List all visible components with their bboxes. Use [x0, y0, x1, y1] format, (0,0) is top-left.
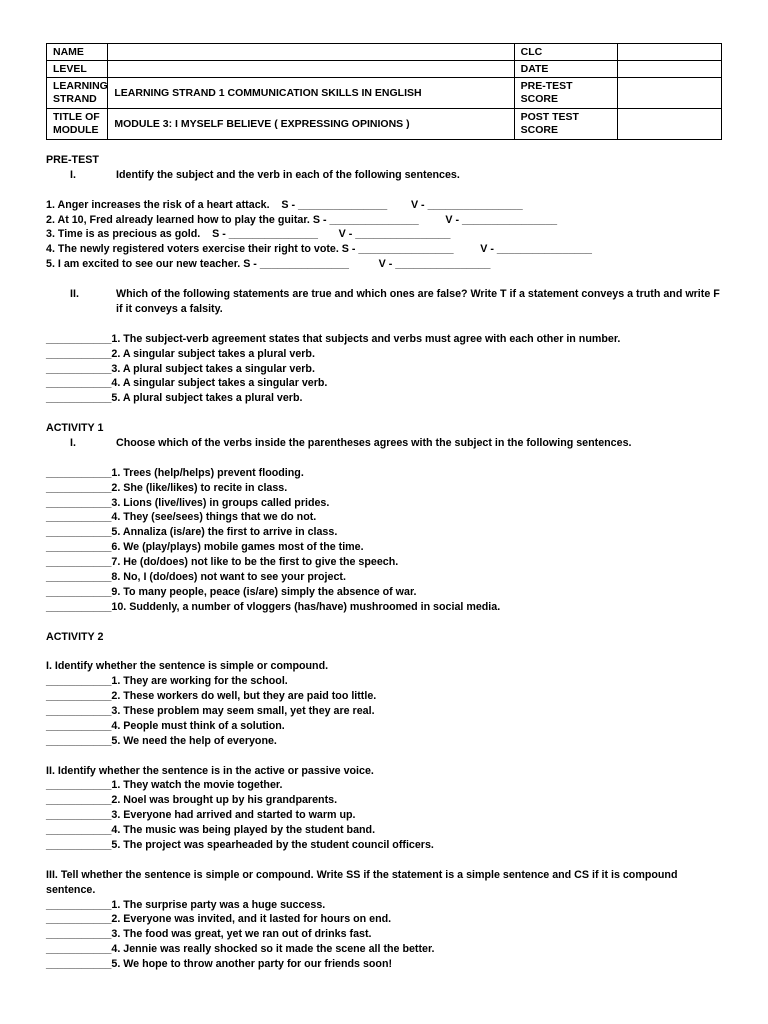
activity2-part1-instruction: I. Identify whether the sentence is simple or compound. [46, 660, 329, 673]
activity1-instruction [46, 436, 726, 451]
pre-test-score-label: PRE-TEST SCORE [514, 78, 618, 109]
title-of-module-value: MODULE 3: I MYSELF BELIEVE ( EXPRESSING OPINIONS ) [108, 109, 514, 140]
name-label: NAME [47, 44, 108, 61]
post-test-score-label: POST TEST SCORE [514, 109, 618, 140]
learning-strand-label: LEARNING STRAND [47, 78, 108, 109]
voice-item: ___________2. Noel was brought up by his grandparents. [46, 794, 338, 807]
sentence-type-item: ___________1. They are working for the school. [46, 675, 288, 688]
simple-compound-item: ___________2. Everyone was invited, and it lasted for hours on end. [46, 913, 392, 926]
true-false-item: ___________1. The subject-verb agreement states that subjects and verbs must agree with each other in number. [46, 332, 621, 345]
verb-item: ___________8. No, I (do/does) not want to see your project. [46, 571, 346, 583]
simple-compound-item: ___________3. The food was great, yet we ran out of drinks fast. [46, 928, 372, 941]
date-label: DATE [514, 61, 618, 78]
true-false-item: ___________2. A singular subject takes a plural verb. [46, 347, 315, 360]
sentence-type-item: ___________3. These problem may seem small, yet they are real. [46, 705, 375, 718]
verb-item: ___________7. He (do/does) not like to be the first to give the speech. [46, 556, 399, 569]
activity2-part2-instruction: II. Identify whether the sentence is in the active or passive voice. [46, 764, 374, 777]
activity1-heading: ACTIVITY 1 [46, 422, 104, 435]
activity2-heading: ACTIVITY 2 [46, 630, 104, 643]
pretest-item: 2. At 10, Fred already learned how to play the guitar. S - _______________ V - ________________ [46, 213, 558, 226]
simple-compound-item: ___________4. Jennie was really shocked so it made the scene all the better. [46, 943, 435, 956]
activity2-part3-instruction: III. Tell whether the sentence is simple or compound. Write SS if the statement is a simple sentence and CS if it is compound [46, 868, 678, 881]
verb-item: ___________6. We (play/plays) mobile games most of the time. [46, 541, 364, 554]
verb-item: ___________5. Annaliza (is/are) the first to arrive in class. [46, 526, 338, 539]
instruction-text: Which of the following statements are true and which ones are false? Write T if a statement conveys a truth and write F if it conveys a falsity. [116, 288, 720, 315]
activity2-part3-instruction-cont: sentence. [46, 883, 96, 896]
header-table [46, 43, 722, 140]
level-label: LEVEL [47, 61, 108, 78]
sentence-type-item: ___________5. We need the help of everyone. [46, 734, 277, 747]
pretest-item: 3. Time is as precious as gold. S - _______________ V - ________________ [46, 228, 451, 241]
verb-item: ___________2. She (like/likes) to recite in class. [46, 481, 288, 494]
verb-item: ___________4. They (see/sees) things that we do not. [46, 511, 317, 524]
simple-compound-item: ___________5. We hope to throw another party for our friends soon! [46, 958, 393, 971]
voice-item: ___________4. The music was being played by the student band. [46, 824, 376, 837]
pretest-item: 4. The newly registered voters exercise their right to vote. S - ________________ V - ________________ [46, 243, 592, 256]
instruction-text: Choose which of the verbs inside the parentheses agrees with the subject in the following sentences. [116, 436, 632, 449]
verb-item: ___________3. Lions (live/lives) in groups called prides. [46, 496, 330, 509]
worksheet-body [46, 153, 726, 972]
pre-test-score-field[interactable] [618, 78, 722, 109]
date-field[interactable] [618, 61, 722, 78]
roman-numeral: II. [70, 288, 79, 301]
verb-item: ___________10. Suddenly, a number of vloggers (has/have) mushroomed in social media. [46, 600, 501, 613]
voice-item: ___________3. Everyone had arrived and started to warm up. [46, 809, 356, 822]
level-field[interactable] [108, 61, 514, 78]
verb-item: ___________1. Trees (help/helps) prevent flooding. [46, 466, 304, 479]
instruction-text: Identify the subject and the verb in each of the following sentences. [116, 168, 460, 181]
voice-item: ___________1. They watch the movie together. [46, 779, 283, 792]
true-false-item: ___________4. A singular subject takes a singular verb. [46, 377, 328, 390]
simple-compound-item: ___________1. The surprise party was a huge success. [46, 898, 326, 911]
pretest-part1-instruction [46, 168, 726, 183]
clc-label: CLC [514, 44, 618, 61]
roman-numeral: I. [70, 168, 76, 181]
pretest-heading: PRE-TEST [46, 154, 99, 166]
true-false-item: ___________5. A plural subject takes a plural verb. [46, 392, 303, 405]
sentence-type-item: ___________4. People must think of a solution. [46, 719, 285, 732]
true-false-item: ___________3. A plural subject takes a singular verb. [46, 362, 315, 375]
verb-item: ___________9. To many people, peace (is/are) simply the absence of war. [46, 585, 417, 598]
learning-strand-value: LEARNING STRAND 1 COMMUNICATION SKILLS IN ENGLISH [108, 78, 514, 109]
voice-item: ___________5. The project was spearheaded by the student council officers. [46, 839, 434, 852]
clc-field[interactable] [618, 44, 722, 61]
pretest-item: 5. I am excited to see our new teacher. S - _______________ V - ________________ [46, 258, 491, 271]
roman-numeral: I. [70, 436, 76, 449]
title-of-module-label: TITLE OF MODULE [47, 109, 108, 140]
sentence-type-item: ___________2. These workers do well, but they are paid too little. [46, 690, 377, 703]
pretest-item: 1. Anger increases the risk of a heart attack. S - _______________ V - ________________ [46, 198, 523, 211]
name-field[interactable] [108, 44, 514, 61]
pretest-part2-instruction [46, 287, 726, 317]
post-test-score-field[interactable] [618, 109, 722, 140]
